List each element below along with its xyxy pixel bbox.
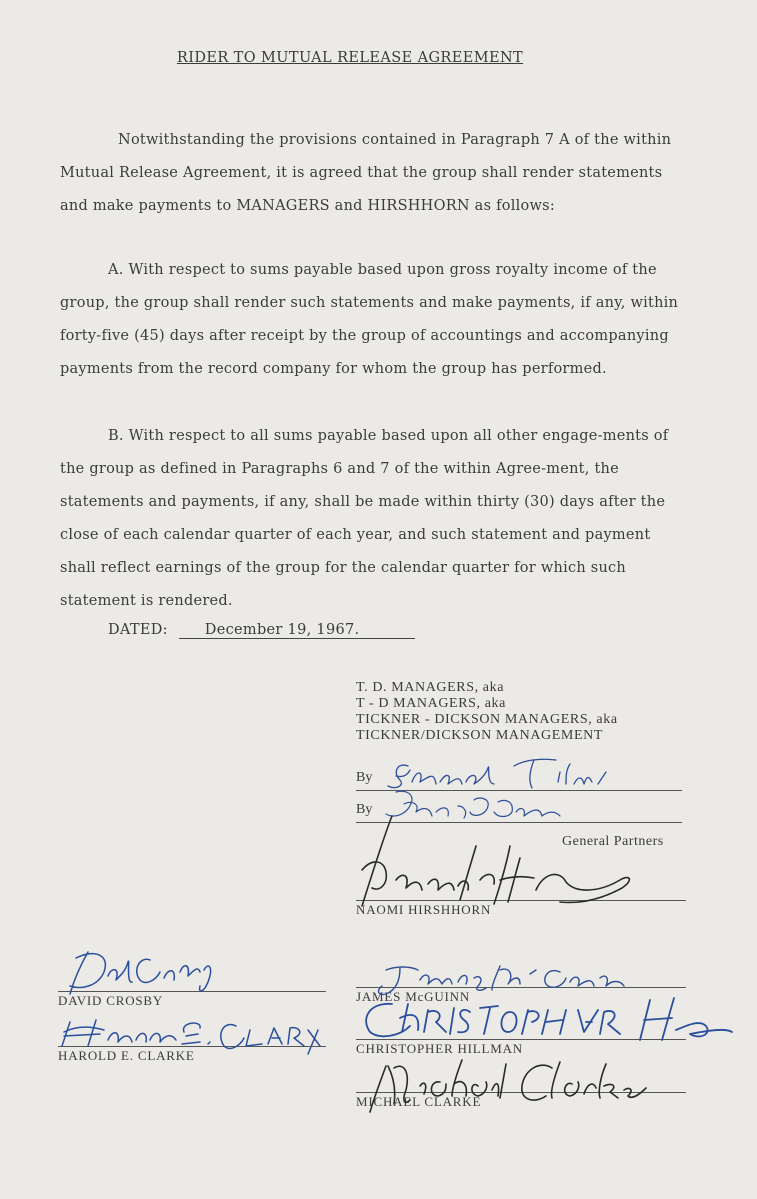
managers-line-3: TICKNER - DICKSON MANAGERS, aka bbox=[356, 712, 618, 727]
dated-value: December 19, 1967. bbox=[179, 622, 415, 639]
clause-b-paragraph: B. With respect to all sums payable based upon all other engage-ments of the group as defined in Paragraphs 6 and 7 of the within Agree-ment, the statements and payments, if any, shall be made within thirty (30) days after the close of each calendar quarter of each year, and such statement and payment shall reflect earnings of the group for the calendar quarter for which such statement is rendered. bbox=[60, 428, 669, 609]
signature-hillman bbox=[366, 998, 732, 1040]
name-hirshhorn: NAOMI HIRSHHORN bbox=[356, 902, 492, 917]
signature-michael-clarke bbox=[370, 1060, 646, 1112]
name-mcguinn: JAMES McGUINN bbox=[356, 989, 471, 1004]
signature-tickner bbox=[388, 759, 606, 788]
managers-line-4: TICKNER/DICKSON MANAGEMENT bbox=[356, 728, 603, 743]
signature-hirshhorn bbox=[362, 816, 629, 906]
name-hillman: CHRISTOPHER HILLMAN bbox=[356, 1041, 523, 1056]
signature-crosby bbox=[70, 952, 211, 994]
document-title: RIDER TO MUTUAL RELEASE AGREEMENT bbox=[176, 50, 524, 66]
signature-dickson bbox=[386, 791, 560, 818]
name-crosby: DAVID CROSBY bbox=[58, 993, 164, 1008]
signature-harold-clarke bbox=[62, 1020, 320, 1054]
intro-paragraph: Notwithstanding the provisions contained in Paragraph 7 A of the within Mutual Release Agreement, it is agreed that the group shall render statements and make payments to MANAGERS and HIRSHHORN as follows: bbox=[60, 132, 672, 214]
clause-a-paragraph: A. With respect to sums payable based upon gross royalty income of the group, the group shall render such statements and make payments, if any, within forty-five (45) days after receipt by the group of accountings and accompanying payments from the record company for whom the group has performed. bbox=[60, 262, 679, 377]
signature-mcguinn bbox=[379, 966, 624, 994]
by-label-1: By bbox=[356, 770, 373, 785]
managers-line-2: T - D MANAGERS, aka bbox=[356, 696, 506, 711]
general-partners-label: General Partners bbox=[562, 834, 664, 849]
managers-line-1: T. D. MANAGERS, aka bbox=[356, 680, 505, 695]
dated-label: DATED: bbox=[108, 622, 168, 638]
name-harold-clarke: HAROLD E. CLARKE bbox=[58, 1048, 195, 1063]
by-label-2: By bbox=[356, 802, 373, 817]
name-michael-clarke: MICHAEL CLARKE bbox=[356, 1094, 482, 1109]
